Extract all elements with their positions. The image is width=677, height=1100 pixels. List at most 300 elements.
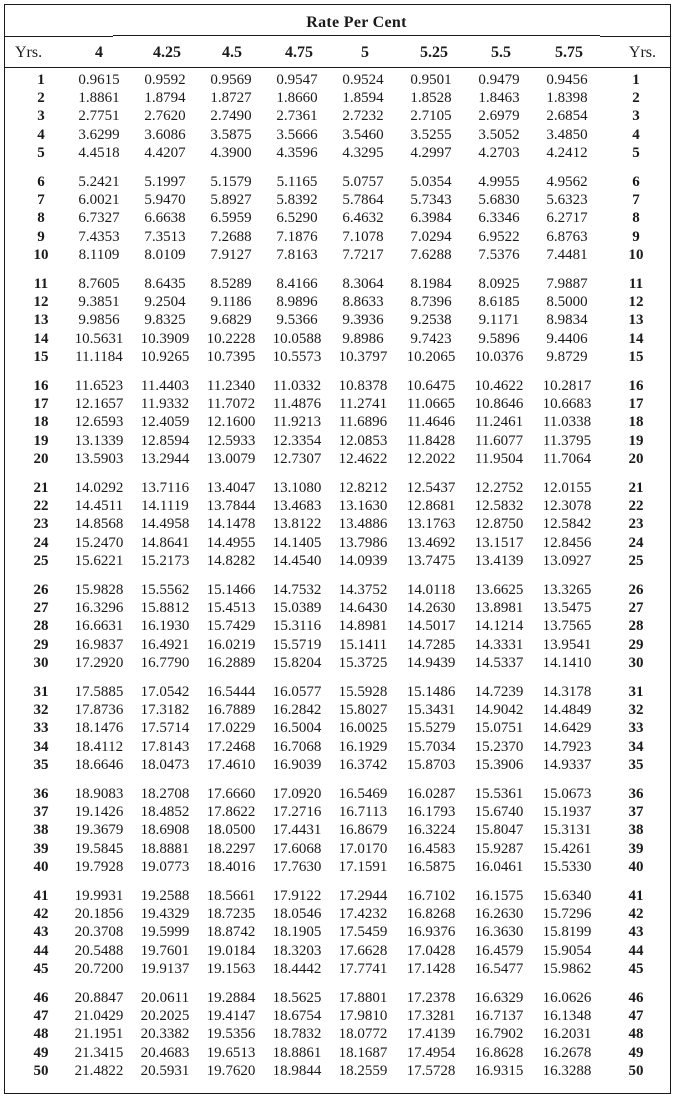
- value-cell: 12.3354: [272, 432, 322, 449]
- value-cell: 9.6829: [210, 312, 252, 329]
- value-cell: 15.5719: [272, 636, 322, 653]
- value-cell: 17.4431: [272, 822, 322, 839]
- year-cell-left: 49: [33, 1044, 49, 1061]
- value-cell: 5.7343: [410, 192, 452, 209]
- value-cell: 15.3725: [338, 654, 388, 671]
- value-cell: 2.7232: [342, 108, 384, 125]
- value-cell: 17.3281: [406, 1008, 456, 1025]
- value-cell: 11.9332: [140, 396, 190, 413]
- value-cell: 16.7902: [474, 1026, 524, 1043]
- table-row: [5, 887, 670, 905]
- value-cell: 13.8122: [272, 516, 322, 533]
- value-cell: 6.7327: [78, 210, 120, 227]
- value-cell: 11.6077: [474, 432, 524, 449]
- year-cell-left: 34: [33, 738, 49, 755]
- value-cell: 18.0546: [272, 906, 322, 923]
- value-cell: 9.1171: [478, 312, 520, 329]
- annuity-table-page: [4, 4, 671, 1094]
- value-cell: 11.9504: [474, 450, 524, 467]
- year-cell-left: 42: [33, 906, 49, 923]
- value-cell: 19.7601: [140, 942, 190, 959]
- table-row: [5, 1044, 670, 1062]
- value-cell: 13.4683: [272, 498, 322, 515]
- year-cell-left: 6: [37, 174, 45, 190]
- value-cell: 6.5290: [276, 210, 318, 227]
- year-cell-left: 43: [33, 924, 49, 941]
- value-cell: 1.8660: [276, 90, 318, 107]
- value-cell: 15.3116: [272, 618, 322, 635]
- table-row: [5, 330, 670, 348]
- value-cell: 21.0429: [74, 1008, 124, 1025]
- value-cell: 11.4403: [140, 378, 190, 394]
- value-cell: 19.5356: [206, 1026, 256, 1043]
- value-cell: 8.1109: [78, 246, 120, 263]
- value-cell: 20.5488: [74, 942, 124, 959]
- value-cell: 14.9439: [406, 654, 456, 671]
- value-cell: 13.4139: [474, 552, 524, 569]
- value-cell: 8.5289: [210, 276, 252, 292]
- table-row: [5, 89, 670, 107]
- value-cell: 16.2842: [272, 702, 322, 719]
- year-cell-right: 11: [628, 276, 644, 292]
- value-cell: 17.4139: [406, 1026, 456, 1043]
- value-cell: 14.7285: [406, 636, 456, 653]
- table-row: [5, 923, 670, 941]
- table-row: [5, 942, 670, 960]
- year-cell-right: 32: [628, 702, 644, 719]
- table-row: [5, 450, 670, 468]
- value-cell: 21.4822: [74, 1062, 124, 1079]
- table-row: [5, 144, 670, 162]
- value-cell: 12.8456: [542, 534, 592, 551]
- value-cell: 8.4166: [276, 276, 318, 292]
- value-cell: 12.4622: [338, 450, 388, 467]
- year-cell-right: 43: [628, 924, 644, 941]
- value-cell: 16.9315: [474, 1062, 524, 1079]
- value-cell: 16.0287: [406, 786, 456, 802]
- value-cell: 16.1929: [338, 738, 388, 755]
- value-cell: 17.0428: [406, 942, 456, 959]
- value-cell: 19.2884: [206, 990, 256, 1006]
- value-cell: 14.6429: [542, 720, 592, 737]
- value-cell: 7.4353: [78, 228, 120, 245]
- rate-header: 4.75: [285, 44, 313, 61]
- value-cell: 19.7620: [206, 1062, 256, 1079]
- value-cell: 19.9931: [74, 888, 124, 904]
- value-cell: 5.0757: [342, 174, 384, 190]
- value-cell: 9.9856: [78, 312, 120, 329]
- value-cell: 18.5625: [272, 990, 322, 1006]
- value-cell: 9.7423: [410, 330, 452, 347]
- value-cell: 16.8268: [406, 906, 456, 923]
- value-cell: 16.5444: [206, 684, 256, 700]
- year-cell-left: 18: [33, 414, 49, 431]
- year-cell-right: 24: [628, 534, 644, 551]
- value-cell: 17.1591: [338, 858, 388, 875]
- value-cell: 7.5376: [478, 246, 520, 263]
- table-row: [5, 275, 670, 293]
- table-row: [5, 1062, 670, 1080]
- table-row: [5, 599, 670, 617]
- value-cell: 11.4876: [272, 396, 322, 413]
- value-cell: 6.5959: [210, 210, 252, 227]
- year-cell-right: 36: [628, 786, 644, 802]
- year-cell-left: 24: [33, 534, 49, 551]
- value-cell: 19.3679: [74, 822, 124, 839]
- value-cell: 11.0338: [542, 414, 592, 431]
- value-cell: 16.7102: [406, 888, 456, 904]
- value-cell: 7.2688: [210, 228, 252, 245]
- value-cell: 16.3296: [74, 600, 124, 617]
- table-row: [5, 905, 670, 923]
- value-cell: 12.3078: [542, 498, 592, 515]
- value-cell: 4.3900: [210, 144, 252, 161]
- value-cell: 19.1426: [74, 804, 124, 821]
- value-cell: 18.9844: [272, 1062, 322, 1079]
- value-cell: 6.3346: [478, 210, 520, 227]
- value-cell: 18.8861: [272, 1044, 322, 1061]
- value-cell: 17.0229: [206, 720, 256, 737]
- value-cell: 16.0577: [272, 684, 322, 700]
- table-row: [5, 821, 670, 839]
- value-cell: 17.5459: [338, 924, 388, 941]
- year-cell-right: 12: [628, 294, 644, 311]
- value-cell: 13.1339: [74, 432, 124, 449]
- value-cell: 17.8801: [338, 990, 388, 1006]
- value-cell: 3.5255: [410, 126, 452, 143]
- table-row: [5, 71, 670, 89]
- value-cell: 6.0021: [78, 192, 120, 209]
- year-cell-left: 50: [33, 1062, 49, 1079]
- value-cell: 16.5875: [406, 858, 456, 875]
- value-cell: 10.7395: [206, 348, 256, 365]
- value-cell: 16.9837: [74, 636, 124, 653]
- value-cell: 17.1428: [406, 960, 456, 977]
- value-cell: 17.0542: [140, 684, 190, 700]
- value-cell: 14.4958: [140, 516, 190, 533]
- value-cell: 16.8679: [338, 822, 388, 839]
- value-cell: 17.7630: [272, 858, 322, 875]
- value-cell: 20.3382: [140, 1026, 190, 1043]
- value-cell: 17.4610: [206, 756, 256, 773]
- value-cell: 14.1478: [206, 516, 256, 533]
- value-cell: 16.2630: [474, 906, 524, 923]
- value-cell: 1.8861: [78, 90, 120, 107]
- value-cell: 21.3415: [74, 1044, 124, 1061]
- value-cell: 16.7068: [272, 738, 322, 755]
- value-cell: 10.5573: [272, 348, 322, 365]
- table-row: [5, 1025, 670, 1043]
- value-cell: 19.1563: [206, 960, 256, 977]
- value-cell: 9.5896: [478, 330, 520, 347]
- value-cell: 18.7235: [206, 906, 256, 923]
- value-cell: 16.7137: [474, 1008, 524, 1025]
- year-cell-right: 47: [628, 1008, 644, 1025]
- value-cell: 17.8143: [140, 738, 190, 755]
- value-cell: 14.3178: [542, 684, 592, 700]
- value-cell: 2.7620: [144, 108, 186, 125]
- value-cell: 18.7832: [272, 1026, 322, 1043]
- year-cell-right: 48: [628, 1026, 644, 1043]
- value-cell: 11.2741: [338, 396, 388, 413]
- value-cell: 13.0079: [206, 450, 256, 467]
- value-cell: 6.8763: [546, 228, 588, 245]
- value-cell: 10.8378: [338, 378, 388, 394]
- value-cell: 14.9042: [474, 702, 524, 719]
- table-row: [5, 293, 670, 311]
- value-cell: 16.8628: [474, 1044, 524, 1061]
- year-cell-right: 9: [632, 228, 640, 245]
- value-cell: 13.5475: [542, 600, 592, 617]
- value-cell: 5.1997: [144, 174, 186, 190]
- year-cell-right: 26: [628, 582, 644, 598]
- value-cell: 18.5661: [206, 888, 256, 904]
- year-cell-right: 5: [632, 144, 640, 161]
- value-cell: 13.7986: [338, 534, 388, 551]
- value-cell: 1.8794: [144, 90, 186, 107]
- column-header-row: [5, 39, 670, 68]
- table-row: [5, 858, 670, 876]
- year-cell-left: 4: [37, 126, 45, 143]
- value-cell: 5.0354: [410, 174, 452, 190]
- value-cell: 18.1476: [74, 720, 124, 737]
- year-cell-left: 39: [33, 840, 49, 857]
- value-cell: 14.0939: [338, 552, 388, 569]
- value-cell: 15.3131: [542, 822, 592, 839]
- table-row: [5, 840, 670, 858]
- year-cell-right: 19: [628, 432, 644, 449]
- value-cell: 13.9541: [542, 636, 592, 653]
- year-cell-right: 34: [628, 738, 644, 755]
- value-cell: 21.1951: [74, 1026, 124, 1043]
- table-row: [5, 348, 670, 366]
- year-cell-left: 40: [33, 858, 49, 875]
- table-row: [5, 228, 670, 246]
- year-cell-right: 14: [628, 330, 644, 347]
- value-cell: 15.4513: [206, 600, 256, 617]
- value-cell: 8.7605: [78, 276, 120, 292]
- value-cell: 20.4683: [140, 1044, 190, 1061]
- value-cell: 7.9887: [546, 276, 588, 292]
- value-cell: 13.2944: [140, 450, 190, 467]
- value-cell: 5.8927: [210, 192, 252, 209]
- year-cell-left: 45: [33, 960, 49, 977]
- value-cell: 3.4850: [546, 126, 588, 143]
- value-cell: 16.4921: [140, 636, 190, 653]
- value-cell: 17.2944: [338, 888, 388, 904]
- value-cell: 9.2538: [410, 312, 452, 329]
- value-cell: 4.2412: [546, 144, 588, 161]
- value-cell: 4.9955: [478, 174, 520, 190]
- value-cell: 7.3513: [144, 228, 186, 245]
- value-cell: 18.8881: [140, 840, 190, 857]
- year-cell-left: 22: [33, 498, 49, 515]
- year-cell-left: 23: [33, 516, 49, 533]
- value-cell: 6.2717: [546, 210, 588, 227]
- value-cell: 17.6068: [272, 840, 322, 857]
- year-cell-right: 49: [628, 1044, 644, 1061]
- value-cell: 0.9501: [410, 72, 452, 88]
- value-cell: 11.7072: [206, 396, 256, 413]
- year-cell-left: 36: [33, 786, 49, 802]
- table-row: [5, 479, 670, 497]
- value-cell: 12.2022: [406, 450, 456, 467]
- value-cell: 16.3742: [338, 756, 388, 773]
- value-cell: 3.5460: [342, 126, 384, 143]
- value-cell: 10.3909: [140, 330, 190, 347]
- value-cell: 8.0925: [478, 276, 520, 292]
- year-cell-left: 46: [33, 990, 49, 1006]
- value-cell: 0.9479: [478, 72, 520, 88]
- value-cell: 12.0155: [542, 480, 592, 496]
- year-cell-right: 18: [628, 414, 644, 431]
- year-cell-left: 26: [33, 582, 49, 598]
- value-cell: 14.4540: [272, 552, 322, 569]
- value-cell: 2.7105: [410, 108, 452, 125]
- value-cell: 13.1517: [474, 534, 524, 551]
- value-cell: 1.8594: [342, 90, 384, 107]
- value-cell: 14.8981: [338, 618, 388, 635]
- value-cell: 10.5631: [74, 330, 124, 347]
- year-cell-right: 45: [628, 960, 644, 977]
- value-cell: 14.1214: [474, 618, 524, 635]
- value-cell: 16.4583: [406, 840, 456, 857]
- value-cell: 11.6896: [338, 414, 388, 431]
- year-cell-left: 31: [33, 684, 49, 700]
- value-cell: 15.5361: [474, 786, 524, 802]
- value-cell: 8.6185: [478, 294, 520, 311]
- value-cell: 4.3295: [342, 144, 384, 161]
- value-cell: 13.1630: [338, 498, 388, 515]
- value-cell: 5.6830: [478, 192, 520, 209]
- value-cell: 15.5330: [542, 858, 592, 875]
- year-cell-left: 5: [37, 144, 45, 161]
- year-cell-left: 11: [33, 276, 49, 292]
- year-cell-right: 27: [628, 600, 644, 617]
- year-cell-right: 40: [628, 858, 644, 875]
- value-cell: 19.4147: [206, 1008, 256, 1025]
- year-cell-left: 25: [33, 552, 49, 569]
- year-cell-right: 7: [632, 192, 640, 209]
- value-cell: 16.1575: [474, 888, 524, 904]
- value-cell: 18.1905: [272, 924, 322, 941]
- years-header-left: Yrs.: [15, 44, 43, 61]
- value-cell: 18.6754: [272, 1008, 322, 1025]
- year-cell-right: 31: [628, 684, 644, 700]
- value-cell: 14.3752: [338, 582, 388, 598]
- table-row: [5, 311, 670, 329]
- value-cell: 14.3331: [474, 636, 524, 653]
- value-cell: 8.6435: [144, 276, 186, 292]
- value-cell: 12.1657: [74, 396, 124, 413]
- value-cell: 12.8750: [474, 516, 524, 533]
- value-cell: 15.2370: [474, 738, 524, 755]
- value-cell: 3.5666: [276, 126, 318, 143]
- value-cell: 16.0626: [542, 990, 592, 1006]
- year-cell-left: 28: [33, 618, 49, 635]
- value-cell: 12.1600: [206, 414, 256, 431]
- table-row: [5, 636, 670, 654]
- value-cell: 15.8199: [542, 924, 592, 941]
- value-cell: 19.7928: [74, 858, 124, 875]
- year-cell-left: 30: [33, 654, 49, 671]
- value-cell: 16.9039: [272, 756, 322, 773]
- year-cell-right: 50: [628, 1062, 644, 1079]
- value-cell: 15.3431: [406, 702, 456, 719]
- table-row: [5, 654, 670, 672]
- value-cell: 8.8633: [342, 294, 384, 311]
- value-cell: 15.1486: [406, 684, 456, 700]
- table-row: [5, 191, 670, 209]
- value-cell: 8.3064: [342, 276, 384, 292]
- table-row: [5, 581, 670, 599]
- value-cell: 11.8428: [406, 432, 456, 449]
- year-cell-left: 41: [33, 888, 49, 904]
- table-row: [5, 413, 670, 431]
- year-cell-left: 47: [33, 1008, 49, 1025]
- value-cell: 13.3265: [542, 582, 592, 598]
- year-cell-right: 23: [628, 516, 644, 533]
- value-cell: 14.1119: [141, 498, 189, 515]
- rate-header: 4: [95, 44, 103, 61]
- year-cell-right: 33: [628, 720, 644, 737]
- value-cell: 15.6340: [542, 888, 592, 904]
- value-cell: 13.1763: [406, 516, 456, 533]
- year-cell-left: 9: [37, 228, 45, 245]
- value-cell: 1.8528: [410, 90, 452, 107]
- year-cell-left: 17: [33, 396, 49, 413]
- value-cell: 5.1579: [210, 174, 252, 190]
- value-cell: 5.1165: [276, 174, 318, 190]
- value-cell: 2.6979: [478, 108, 520, 125]
- year-cell-right: 21: [628, 480, 644, 496]
- value-cell: 15.7429: [206, 618, 256, 635]
- value-cell: 8.9834: [546, 312, 588, 329]
- value-cell: 15.9054: [542, 942, 592, 959]
- value-cell: 14.7923: [542, 738, 592, 755]
- value-cell: 12.5437: [406, 480, 456, 496]
- value-cell: 13.7844: [206, 498, 256, 515]
- value-cell: 18.4112: [74, 738, 124, 755]
- value-cell: 13.7116: [140, 480, 190, 496]
- value-cell: 0.9592: [144, 72, 186, 88]
- value-cell: 17.9122: [272, 888, 322, 904]
- value-cell: 12.6593: [74, 414, 124, 431]
- value-cell: 14.8282: [206, 552, 256, 569]
- value-cell: 18.9083: [74, 786, 124, 802]
- header-rule-left: [5, 36, 113, 37]
- value-cell: 11.6523: [74, 378, 124, 394]
- table-row: [5, 683, 670, 701]
- value-cell: 12.5842: [542, 516, 592, 533]
- value-cell: 19.0773: [140, 858, 190, 875]
- value-cell: 13.7475: [406, 552, 456, 569]
- value-cell: 3.6086: [144, 126, 186, 143]
- value-cell: 6.6638: [144, 210, 186, 227]
- value-cell: 15.6740: [474, 804, 524, 821]
- value-cell: 15.2173: [140, 552, 190, 569]
- table-row: [5, 756, 670, 774]
- year-cell-right: 4: [632, 126, 640, 143]
- value-cell: 1.8398: [546, 90, 588, 107]
- value-cell: 12.8594: [140, 432, 190, 449]
- year-cell-left: 48: [33, 1026, 49, 1043]
- rate-header: 4.25: [153, 44, 181, 61]
- value-cell: 9.8325: [144, 312, 186, 329]
- year-cell-left: 37: [33, 804, 49, 821]
- value-cell: 15.9287: [474, 840, 524, 857]
- table-row: [5, 1007, 670, 1025]
